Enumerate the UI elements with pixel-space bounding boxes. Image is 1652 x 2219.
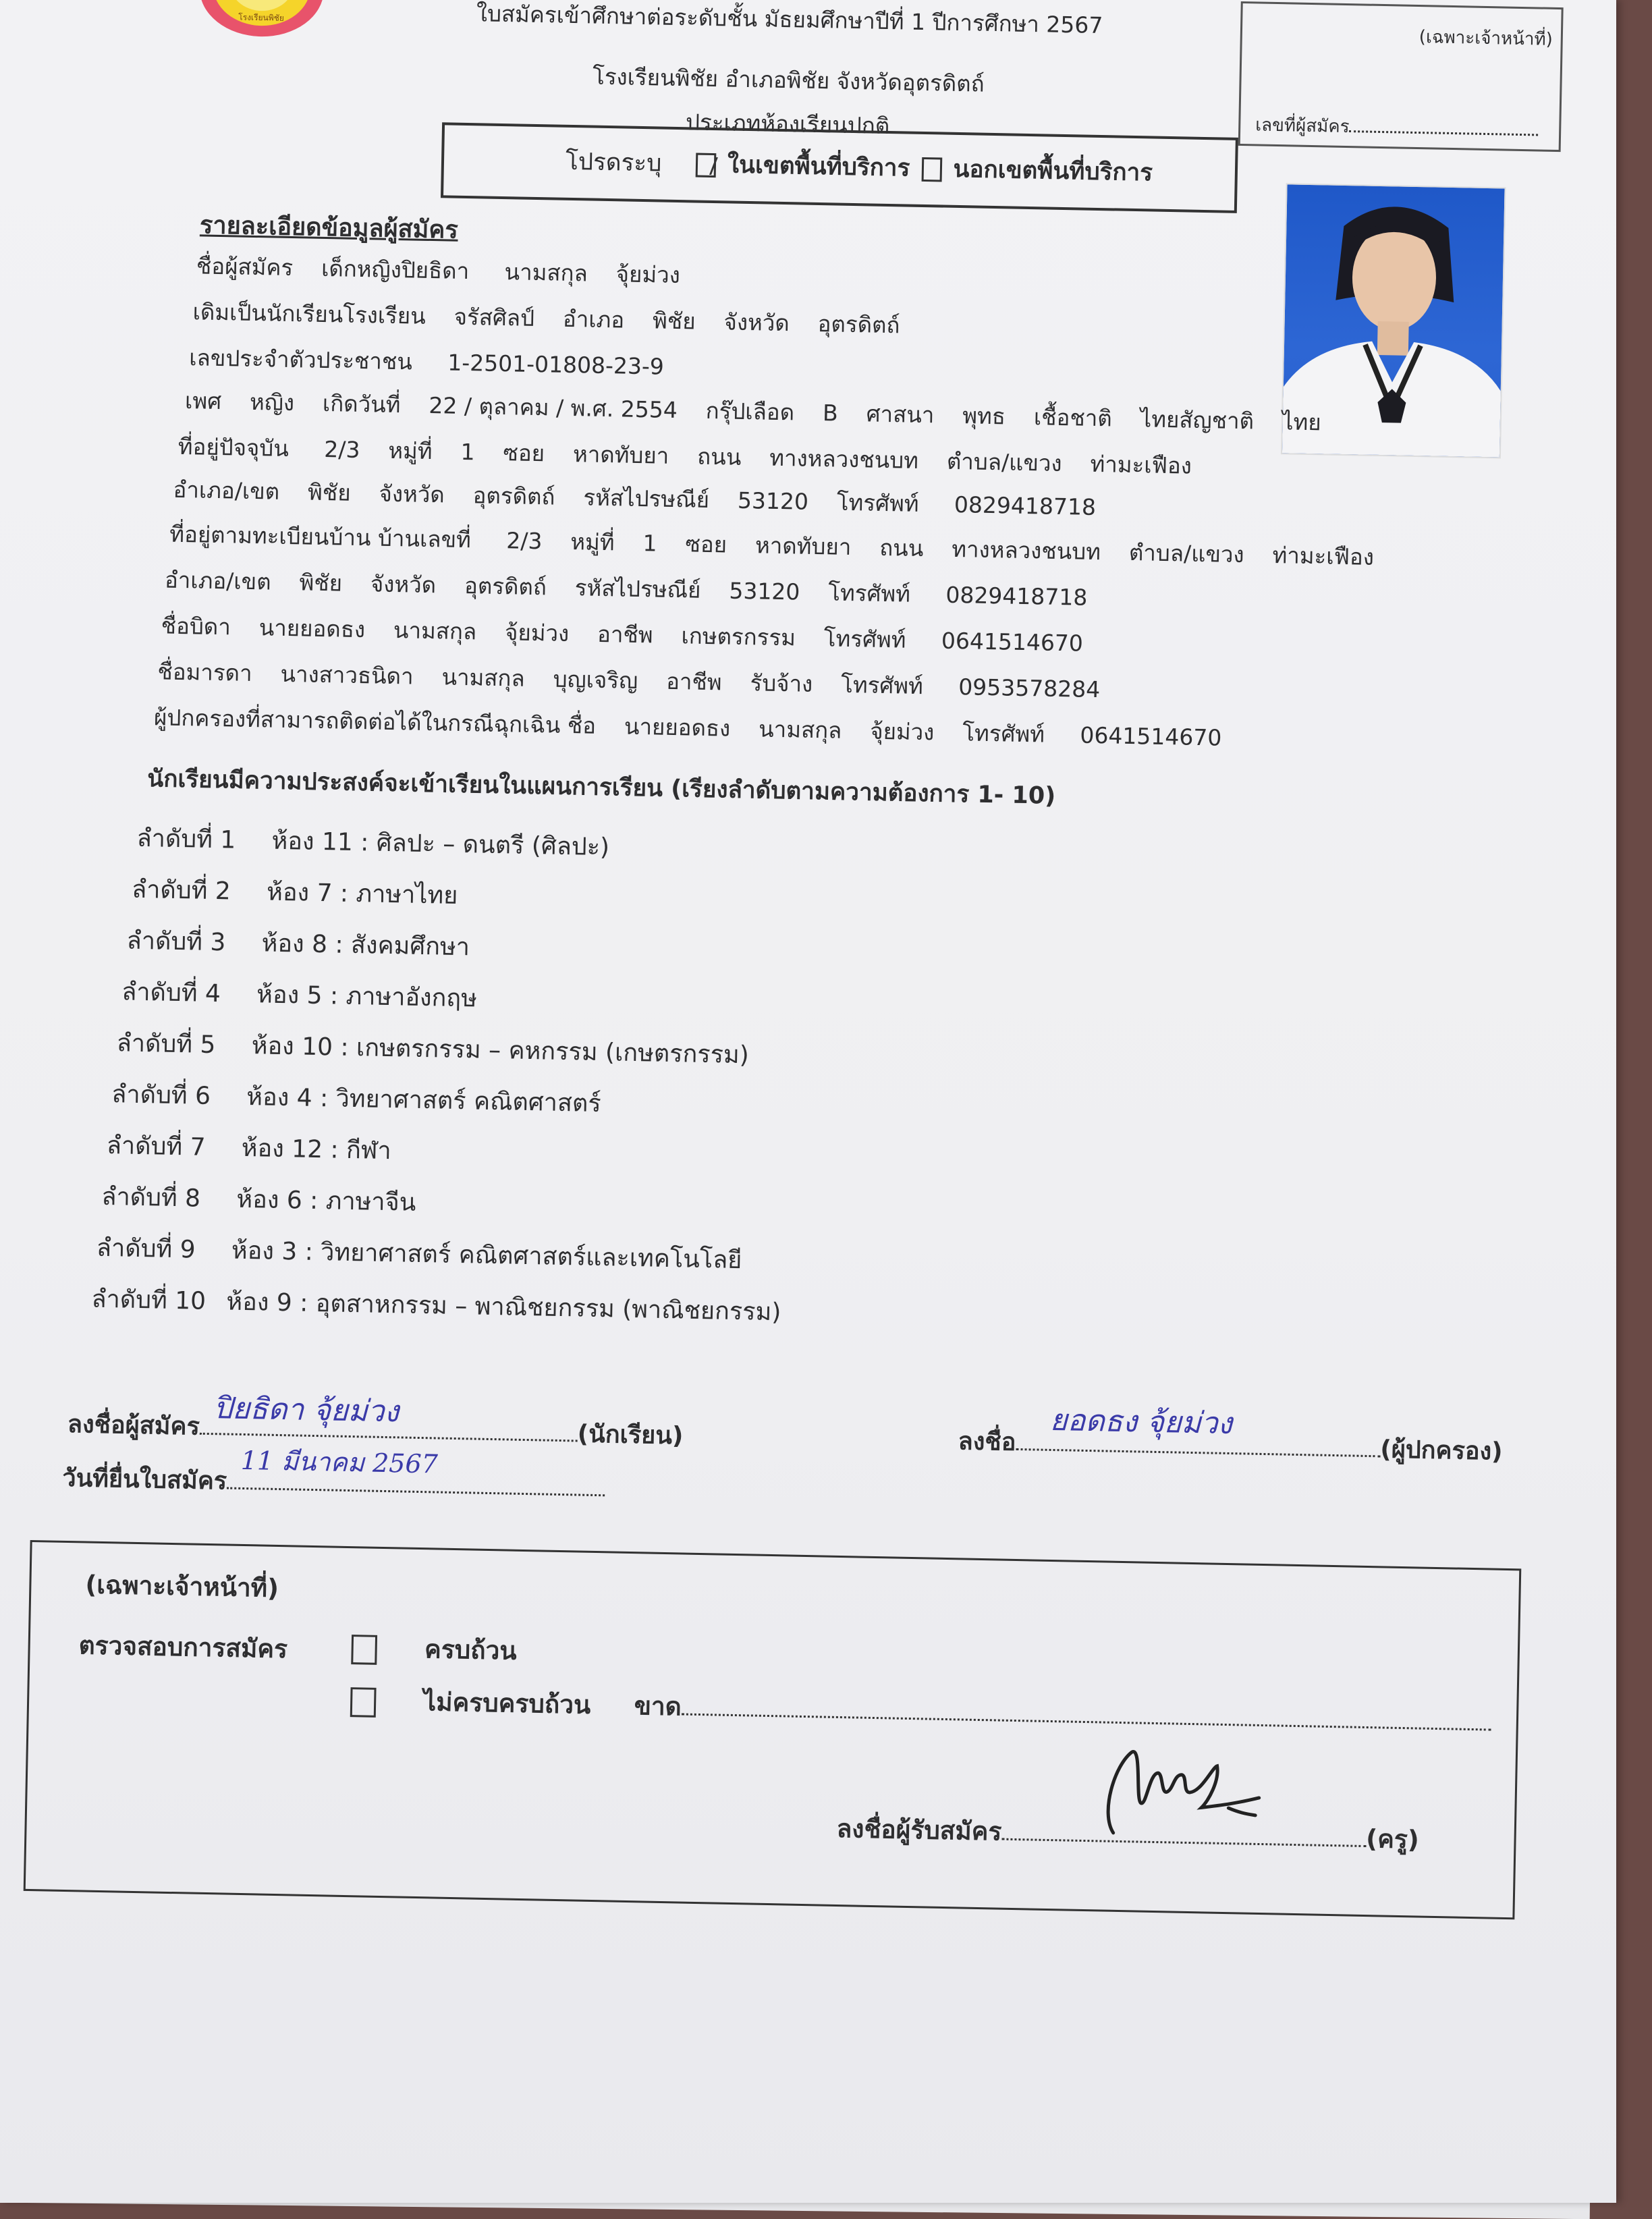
registered-soi: หาดทับยา <box>754 532 852 561</box>
mother-job-label: อาชีพ <box>665 667 723 696</box>
mother-row <box>157 658 1101 703</box>
plan-row <box>116 1029 749 1070</box>
plan-rank: ลำดับที่ 2 <box>131 875 231 906</box>
guardian-row <box>154 704 1222 751</box>
nationality-label: สัญชาติ <box>1179 406 1255 435</box>
plan-room: ห้อง 3 : วิทยาศาสตร์ คณิตศาสตร์และเทคโนโลยี <box>231 1236 742 1275</box>
service-area-box <box>441 122 1238 213</box>
mother-surname: บุญเจริญ <box>553 665 638 694</box>
prev-school-row <box>192 298 900 339</box>
school-line: โรงเรียนพิชัย อำเภอพิชัย จังหวัดอุตรดิตถ์ <box>592 63 985 97</box>
applicant-no-field <box>1349 130 1538 136</box>
citizen-id: 1-2501-01808-23-9 <box>447 349 665 380</box>
surname-label: นามสกุล <box>504 258 588 287</box>
mother-phone: 0953578284 <box>958 674 1101 703</box>
plan-rank: ลำดับที่ 10 <box>91 1285 206 1315</box>
registered-moo: 1 <box>642 530 657 557</box>
school-logo <box>196 0 326 45</box>
plan-row <box>97 1234 742 1276</box>
plan-rank: ลำดับที่ 3 <box>126 927 226 957</box>
plan-room: ห้อง 7 : ภาษาไทย <box>266 878 458 910</box>
plan-row <box>136 824 609 862</box>
current-house-no: 2/3 <box>323 436 360 464</box>
father-name: นายยอดธง <box>258 614 366 643</box>
registered-house-no: 2/3 <box>505 527 543 555</box>
staff-title: (เฉพาะเจ้าหน้าที่) <box>85 1570 279 1604</box>
plan-room: ห้อง 8 : สังคมศึกษา <box>261 929 470 962</box>
current-address-row1 <box>177 433 1192 479</box>
nationality: ไทย <box>1282 408 1322 436</box>
registered-road-label: ถนน <box>879 534 924 562</box>
registered-amphoe-label: อำเภอ/เขต <box>164 566 271 595</box>
father-phone: 0641514670 <box>941 627 1084 657</box>
father-surname-label: นามสกุล <box>393 617 477 645</box>
plan-rank: ลำดับที่ 5 <box>116 1029 216 1060</box>
plan-room: ห้อง 4 : วิทยาศาสตร์ คณิตศาสตร์ <box>246 1083 602 1118</box>
staff-use-box <box>24 1540 1522 1919</box>
applicant-name-row <box>196 252 681 288</box>
plan-rank: ลำดับที่ 8 <box>101 1182 201 1213</box>
section-title: รายละเอียดข้อมูลผู้สมัคร <box>199 211 459 244</box>
guardian-surname-label: นามสกุล <box>758 715 842 744</box>
applicant-sign-label: ลงชื่อผู้สมัคร <box>67 1410 200 1441</box>
registered-zip-label: รหัสไปรษณีย์ <box>574 574 701 603</box>
submission-date: 11 มีนาคม 2567 <box>240 1445 439 1479</box>
current-province: อุตรดิตถ์ <box>472 482 555 510</box>
submission-date-row <box>62 1445 605 1504</box>
complete-row <box>347 1633 517 1667</box>
mother-phone-label: โทรศัพท์ <box>840 671 924 700</box>
registered-province-label: จังหวัด <box>370 570 437 599</box>
incomplete-label: ไม่ครบครบถ้วน <box>423 1687 591 1720</box>
current-address-row2 <box>173 476 1096 521</box>
current-province-label: จังหวัด <box>379 480 445 508</box>
mother-name: นางสาวธนิดา <box>280 660 414 690</box>
plan-row <box>101 1182 416 1217</box>
date-label: วันที่ยื่นใบสมัคร <box>62 1464 227 1496</box>
registered-tambon: ท่ามะเฟือง <box>1272 542 1375 570</box>
parent-signature-field <box>1016 1402 1381 1457</box>
prev-province: อุตรดิตถ์ <box>817 310 900 339</box>
plan-row <box>91 1285 781 1327</box>
scope-prompt: โปรดระบุ <box>565 148 662 177</box>
parent-sign-label: ลงชื่อ <box>958 1427 1016 1456</box>
father-job-label: อาชีพ <box>597 620 654 649</box>
mother-label: ชื่อมารดา <box>157 658 252 687</box>
complete-checkbox[interactable] <box>351 1635 377 1665</box>
registered-address-row2 <box>165 567 1088 611</box>
current-moo: 1 <box>460 438 475 466</box>
plan-rank: ลำดับที่ 4 <box>121 978 221 1008</box>
registered-phone-label: โทรศัพท์ <box>827 579 911 607</box>
current-road: ทางหลวงชนบท <box>769 444 919 474</box>
submission-date-field <box>227 1445 605 1497</box>
id-row <box>189 344 664 380</box>
current-zip-label: รหัสไปรษณีย์ <box>583 484 710 513</box>
guardian-phone-label: โทรศัพท์ <box>962 719 1045 748</box>
parent-signature: ยอดธง จุ้ยม่วง <box>1049 1402 1233 1442</box>
current-zip: 53120 <box>737 487 809 515</box>
plan-row <box>126 927 470 962</box>
plan-rank: ลำดับที่ 9 <box>96 1234 196 1264</box>
applicant-signature: ปิยธิดา จุ้ยม่วง <box>213 1391 400 1429</box>
current-amphoe: พิชัย <box>307 478 352 506</box>
applicant-signature-row <box>67 1391 684 1451</box>
plan-rank: ลำดับที่ 7 <box>106 1132 206 1161</box>
current-road-label: ถนน <box>696 443 742 470</box>
plan-room: ห้อง 12 : กีฬา <box>241 1134 392 1166</box>
current-phone: 0829418718 <box>954 491 1097 520</box>
registered-province: อุตรดิตถ์ <box>464 572 547 601</box>
current-soi-label: ซอย <box>503 439 545 467</box>
registered-address-row1 <box>169 521 1374 571</box>
plan-row <box>132 875 458 910</box>
registered-zip: 53120 <box>729 577 800 605</box>
id-label: เลขประจำตัวประชาชน <box>189 344 413 375</box>
current-address-label: ที่อยู่ปัจจุบัน <box>177 433 290 462</box>
receiver-suffix: (ครู) <box>1365 1824 1420 1855</box>
check-label: ตรวจสอบการสมัคร <box>78 1631 288 1664</box>
applicant-no-label: เลขที่ผู้สมัคร <box>1255 115 1350 138</box>
blood-group: B <box>822 400 839 427</box>
current-phone-label: โทรศัพท์ <box>836 489 919 517</box>
prev-school: จรัสศิลป์ <box>453 303 535 331</box>
personal-row <box>185 387 1321 436</box>
parent-sign-suffix: (ผู้ปกครอง) <box>1379 1435 1503 1466</box>
in-area-label: ในเขตพื้นที่บริการ <box>727 151 910 182</box>
father-label: ชื่อบิดา <box>161 612 231 640</box>
gender-label: เพศ <box>184 387 222 415</box>
birth-label: เกิดวันที่ <box>322 389 401 418</box>
registered-road: ทางหลวงชนบท <box>951 535 1101 566</box>
blood-label: กรุ๊ปเลือด <box>705 397 795 426</box>
plan-rank: ลำดับที่ 1 <box>136 824 236 854</box>
registered-address-label: ที่อยู่ตามทะเบียนบ้าน บ้านเลขที่ <box>169 520 472 553</box>
missing-field <box>682 1714 1491 1731</box>
registered-phone: 0829418718 <box>945 581 1088 611</box>
office-use-title: (เฉพาะเจ้าหน้าที่) <box>1419 27 1553 50</box>
prev-district-label: อำเภอ <box>562 305 625 333</box>
father-job: เกษตรกรรม <box>681 622 796 651</box>
form-title: ใบสมัครเข้าศึกษาต่อระดับชั้น มัธยมศึกษาปีที่ 1 ปีการศึกษา 2567 <box>476 0 1103 39</box>
incomplete-row <box>346 1686 1491 1738</box>
father-row <box>161 612 1083 657</box>
father-surname: จุ้ยม่วง <box>504 619 570 647</box>
registered-amphoe: พิชัย <box>299 569 343 597</box>
applicant-sign-suffix: (นักเรียน) <box>577 1420 684 1450</box>
plan-title: นักเรียนมีความประสงค์จะเข้าเรียนในแผนการเรียน (เรียงลำดับตามความต้องการ 1- 10) <box>146 765 1056 810</box>
class-type-line: ประเภทห้องเรียนปกติ <box>685 109 890 140</box>
religion: พุทธ <box>962 402 1006 430</box>
current-soi: หาดทับยา <box>572 441 669 469</box>
current-amphoe-label: อำเภอ/เขต <box>173 476 280 505</box>
plan-row <box>107 1131 392 1166</box>
plan-room: ห้อง 6 : ภาษาจีน <box>236 1185 416 1217</box>
prev-province-label: จังหวัด <box>723 308 790 337</box>
office-use-box <box>1238 1 1564 152</box>
plan-room: ห้อง 9 : อุตสาหกรรม – พาณิชยกรรม (พาณิชยกรรม) <box>226 1288 781 1327</box>
applicant-surname: จุ้ยม่วง <box>615 261 681 289</box>
plan-room: ห้อง 10 : เกษตรกรรม – คหกรรม (เกษตรกรรม) <box>251 1032 750 1070</box>
in-area-checkbox[interactable] <box>696 153 717 178</box>
missing-label: ขาด <box>634 1691 682 1722</box>
receiver-signature <box>1093 1738 1270 1842</box>
incomplete-checkbox[interactable] <box>350 1687 377 1718</box>
out-area-checkbox[interactable] <box>921 157 942 182</box>
complete-label: ครบถ้วน <box>424 1635 518 1666</box>
race: ไทย <box>1140 406 1180 433</box>
registered-soi-label: ซอย <box>685 530 727 558</box>
parent-signature-row <box>958 1402 1503 1467</box>
plan-room: ห้อง 5 : ภาษาอังกฤษ <box>256 981 478 1013</box>
registered-moo-label: หมู่ที่ <box>570 528 615 556</box>
prev-district: พิชัย <box>652 307 696 335</box>
religion-label: ศาสนา <box>866 400 935 429</box>
svg-text:โรงเรียนพิชัย: โรงเรียนพิชัย <box>238 12 285 23</box>
prev-school-label: เดิมเป็นนักเรียนโรงเรียน <box>192 298 426 329</box>
out-area-label: นอกเขตพื้นที่บริการ <box>953 155 1153 187</box>
guardian-label: ผู้ปกครองที่สามารถติดต่อได้ในกรณีฉุกเฉิน ชื่อ <box>153 704 597 739</box>
name-label: ชื่อผู้สมัคร <box>196 252 294 281</box>
applicant-name: เด็กหญิงปิยธิดา <box>321 254 470 285</box>
mother-surname-label: นามสกุล <box>441 663 526 692</box>
applicant-signature-field <box>200 1391 578 1442</box>
plan-row <box>111 1080 601 1118</box>
guardian-surname: จุ้ยม่วง <box>869 717 935 746</box>
gender: หญิง <box>249 388 295 416</box>
current-tambon: ท่ามะเฟือง <box>1090 450 1192 479</box>
plan-row <box>121 977 477 1013</box>
current-tambon-label: ตำบล/แขวง <box>946 447 1062 477</box>
birth-date: 22 / ตุลาคม / พ.ศ. 2554 <box>429 391 678 424</box>
plan-room: ห้อง 11 : ศิลปะ – ดนตรี (ศิลปะ) <box>271 827 610 862</box>
guardian-phone: 0641514670 <box>1080 721 1222 751</box>
mother-job: รับจ้าง <box>750 669 813 697</box>
guardian-name: นายยอดธง <box>624 713 731 742</box>
plan-rank: ลำดับที่ 6 <box>111 1080 211 1110</box>
registered-tambon-label: ตำบล/แขวง <box>1128 539 1245 568</box>
receiver-label: ลงชื่อผู้รับสมัคร <box>836 1813 1002 1846</box>
race-label: เชื้อชาติ <box>1033 404 1113 432</box>
current-moo-label: หมู่ที่ <box>387 437 433 465</box>
father-phone-label: โทรศัพท์ <box>823 625 906 653</box>
